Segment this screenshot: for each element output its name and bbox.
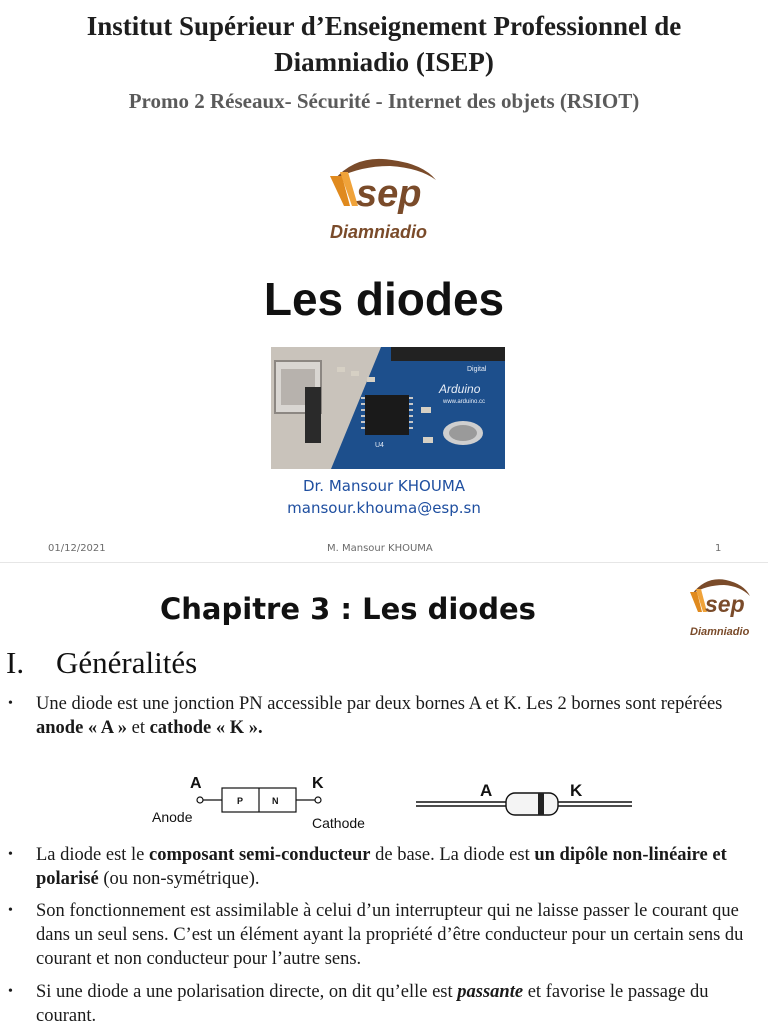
board-label-digital: Digital	[467, 366, 487, 373]
svg-text:K: K	[312, 775, 324, 792]
bullet-icon: •	[8, 903, 13, 918]
institute-title-line-2: Diamniadio (ISEP)	[274, 47, 494, 77]
diode-component-diagram	[414, 775, 634, 823]
bullet-text: Son fonctionnement est assimilable à celui d’un interrupteur qui ne laisse passer le courant que dans un seul sens. C’est un élément ayant la propriété d’être conducteur pour un certain sens du courant et non conducteur pour l’autre sens.	[36, 901, 744, 969]
bullet-icon: •	[8, 847, 13, 862]
logo-small-word: sep	[705, 591, 745, 617]
author-name: Dr. Mansour KHOUMA	[302, 477, 466, 495]
section-title: Généralités	[56, 645, 198, 680]
isep-logo-small	[688, 574, 752, 640]
footer-date: 01/12/2021	[48, 543, 106, 554]
author-email[interactable]: mansour.khouma@esp.sn	[287, 499, 481, 517]
bullet-item	[8, 843, 758, 891]
institute-title-line-1: Institut Supérieur d’Enseignement Professionnel de	[86, 11, 682, 41]
bullet-item	[8, 980, 758, 1024]
svg-text:A: A	[480, 781, 493, 800]
svg-text:Anode: Anode	[152, 809, 193, 825]
bullet-icon: •	[8, 984, 13, 999]
pn-junction-diagram	[148, 770, 383, 832]
presentation-title: Les diodes	[263, 273, 505, 325]
svg-text:N: N	[272, 796, 279, 806]
svg-text:P: P	[237, 796, 244, 806]
board-label-chip: U4	[375, 442, 384, 449]
bullet-item	[8, 692, 758, 740]
svg-text:A: A	[190, 775, 202, 792]
section-heading	[6, 645, 197, 681]
svg-text:K: K	[570, 781, 583, 800]
board-label-url: www.arduino.cc	[443, 399, 486, 405]
arduino-board-photo	[271, 347, 505, 469]
bullet-icon: •	[8, 696, 13, 711]
bullet-text: Une diode est une jonction PN accessible par deux bornes A et K. Les 2 bornes sont repérées anode « A » et cathode « K ».	[36, 694, 723, 738]
svg-text:Cathode: Cathode	[312, 815, 365, 831]
bullet-text: La diode est le composant semi-conducteur de base. La diode est un dipôle non-linéaire et polarisé (ou non-symétrique).	[36, 845, 727, 889]
chapter-title: Chapitre 3 : Les diodes	[160, 592, 536, 626]
logo-small-place: Diamniadio	[690, 626, 750, 638]
promo-subtitle: Promo 2 Réseaux- Sécurité - Internet des objets (RSIOT)	[128, 89, 640, 113]
footer-page-number: 1	[715, 543, 722, 554]
footer-author: M. Mansour KHOUMA	[327, 543, 433, 554]
bullet-item	[8, 899, 758, 971]
isep-logo	[328, 150, 448, 246]
logo-place: Diamniadio	[330, 222, 428, 242]
bullet-text: Si une diode a une polarisation directe, on dit qu’elle est passante et favorise le passage du courant.	[36, 982, 709, 1024]
institute-title	[0, 8, 768, 80]
logo-word: sep	[356, 173, 422, 215]
section-number: I.	[6, 645, 25, 680]
slide-divider	[0, 562, 768, 563]
author-block	[0, 475, 768, 519]
board-label-arduino: Arduino	[439, 382, 481, 396]
